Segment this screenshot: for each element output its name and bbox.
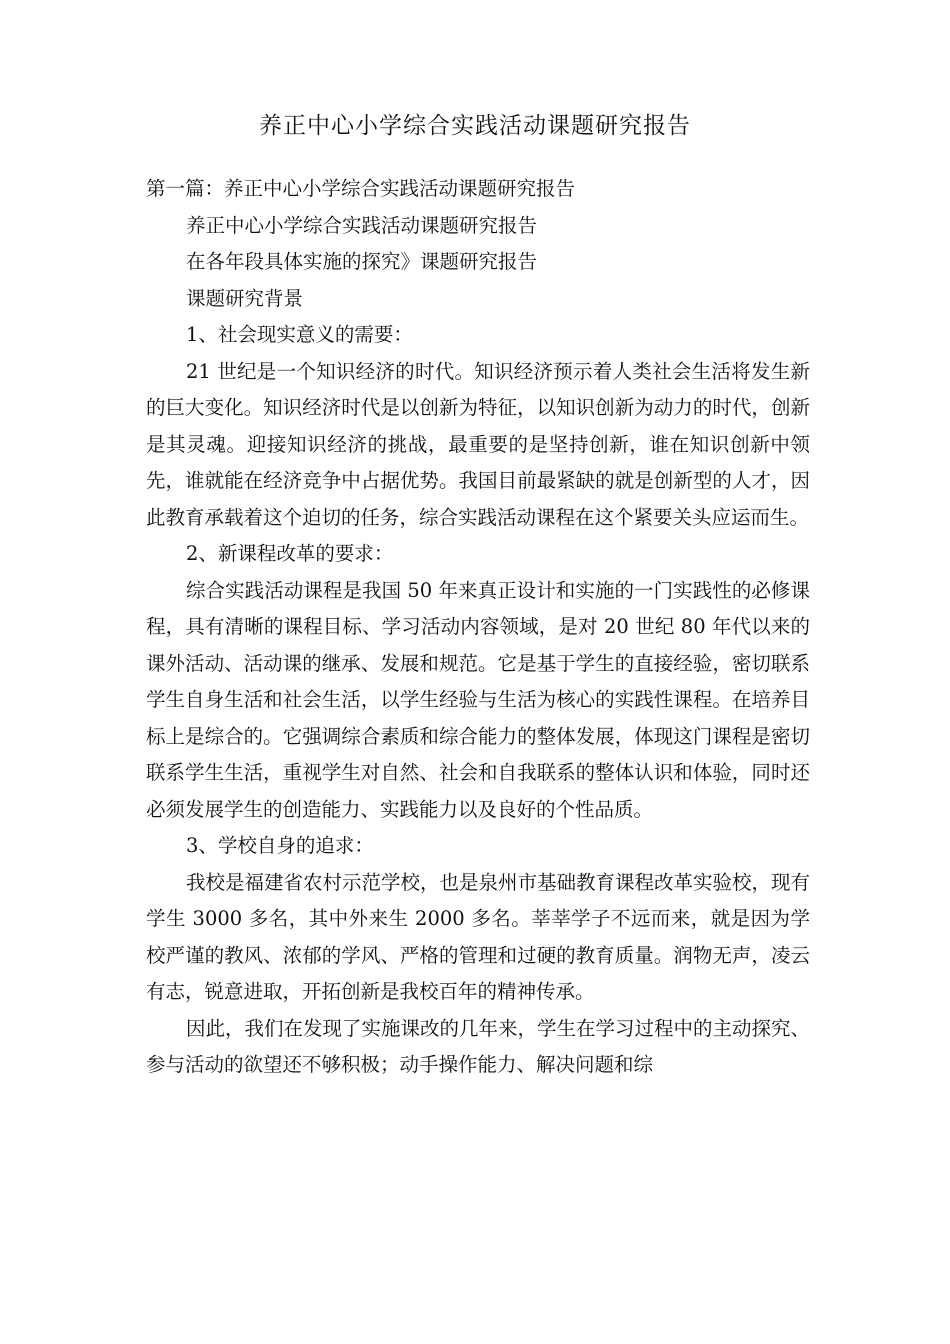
paragraph: 1、社会现实意义的需要： — [186, 323, 413, 346]
paragraph: 我校是福建省农村示范学校，也是泉州市基础教育课程改革实验校，现有学生 3000 多名，其中外来生 2000 多名。莘莘学子不远而来，就是因为学校严谨的教风、浓郁的学风、严格的管理和过硬的教育质量。润物无声，凌云有志，锐意进取，开拓创新是我校百年的精神传承。 — [146, 870, 811, 1003]
paragraph: 养正中心小学综合实践活动课题研究报告 — [186, 213, 538, 237]
paragraph: 综合实践活动课程是我国 50 年来真正设计和实施的一门实践性的必修课程，具有清晰的课程目标、学习活动内容领域，是对 20 世纪 80 年代以来的课外活动、活动课的继承、发展和规范。它是基于学生的直接经验，密切联系学生自身生活和社会生活，以学生经验与生活为核心的实践性课程。在培养目标上是综合的。它强调综合素质和综合能力的整体发展，体现这门课程是密切联系学生生活，重视学生对自然、社会和自我联系的整体认识和体验，同时还必须发展学生的创造能力、实践能力以及良好的个性品质。 — [146, 578, 810, 821]
paragraph: 因此，我们在发现了实施课改的几年来，学生在学习过程中的主动探究、参与活动的欲望还不够积极；动手操作能力、解决问题和综 — [146, 1016, 811, 1076]
paragraph: 第一篇：养正中心小学综合实践活动课题研究报告 — [146, 177, 576, 200]
document-body — [146, 171, 810, 1084]
paragraph: 21 世纪是一个知识经济的时代。知识经济预示着人类社会生活将发生新的巨大变化。知识经济时代是以创新为特征，以知识创新为动力的时代，创新是其灵魂。迎接知识经济的挑战，最重要的是坚持创新，谁在知识创新中领先，谁就能在经济竞争中占据优势。我国目前最紧缺的就是创新型的人才，因此教育承载着这个迫切的任务，综合实践活动课程在这个紧要关头应运而生。 — [146, 359, 810, 529]
paragraph: 课题研究背景 — [186, 286, 304, 310]
document-title: 养正中心小学综合实践活动课题研究报告 — [259, 113, 691, 139]
paragraph: 3、学校自身的追求： — [186, 834, 374, 857]
paragraph: 在各年段具体实施的探究》课题研究报告 — [186, 250, 538, 273]
paragraph: 2、新课程改革的要求： — [186, 542, 394, 565]
